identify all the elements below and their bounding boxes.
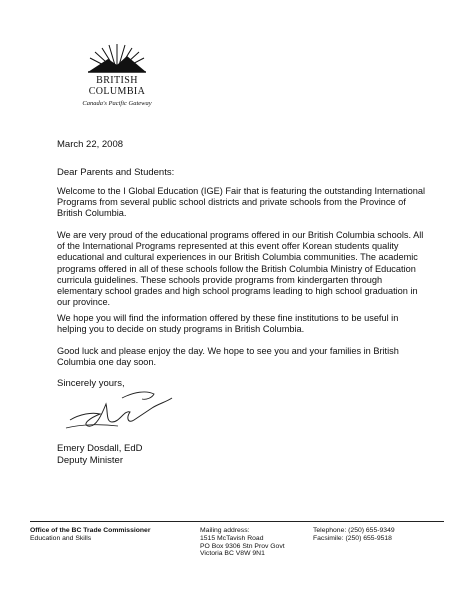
footer-mailing-line: Mailing address: [200, 527, 250, 534]
paragraph-3: We hope you will find the information offered by these fine institutions to be useful in helping you to decide on study programs in British Columbia. [57, 313, 399, 335]
signer-name: Emery Dosdall, EdD [57, 443, 143, 454]
letter-date: March 22, 2008 [57, 139, 124, 150]
logo-name-line1: BRITISH [96, 75, 138, 86]
closing: Sincerely yours, [57, 378, 125, 389]
footer-department: Education and Skills [30, 535, 92, 542]
footer-telephone: Telephone: (250) 655-9349 [313, 527, 395, 534]
footer-contact [313, 527, 395, 543]
footer-office: Office of the BC Trade Commissioner [30, 527, 151, 534]
footer-mailing-line: 1515 McTavish Road [200, 534, 264, 542]
footer-divider [30, 521, 444, 522]
footer-mailing-line: Victoria BC V8W 9N1 [200, 550, 265, 558]
paragraph-1: Welcome to the I Global Education (IGE) Fair that is featuring the outstanding International Programs from several public school districts and private schools from the Province of British Columbia. [57, 186, 426, 219]
paragraph-2: We are very proud of the educational programs offered in our British Columbia schools. All of the International Programs represented at this event offer Korean students quality educational and cultural experiences in our British Columbia communities. The academic programs offered in all of these schools follow the British Columbia Ministry of Education curricula guidelines. These schools provide programs from kindergarten through elementary school grades and high school programs leading to high school graduation in our province. [57, 230, 424, 308]
signature [62, 384, 182, 434]
footer-mailing-address [200, 527, 285, 558]
footer-facsimile: Facsimile: (250) 655-9518 [313, 534, 392, 542]
sun-mountain-icon [82, 42, 152, 74]
bc-logo [62, 42, 172, 122]
paragraph-4: Good luck and please enjoy the day. We hope to see you and your families in British Columbia one day soon. [57, 346, 399, 368]
signer-title: Deputy Minister [57, 455, 123, 466]
footer-mailing-line: PO Box 9306 Stn Prov Govt [200, 542, 285, 550]
logo-tagline: Canada's Pacific Gateway [82, 100, 152, 107]
logo-name-line2: COLUMBIA [88, 86, 146, 97]
salutation: Dear Parents and Students: [57, 167, 175, 178]
